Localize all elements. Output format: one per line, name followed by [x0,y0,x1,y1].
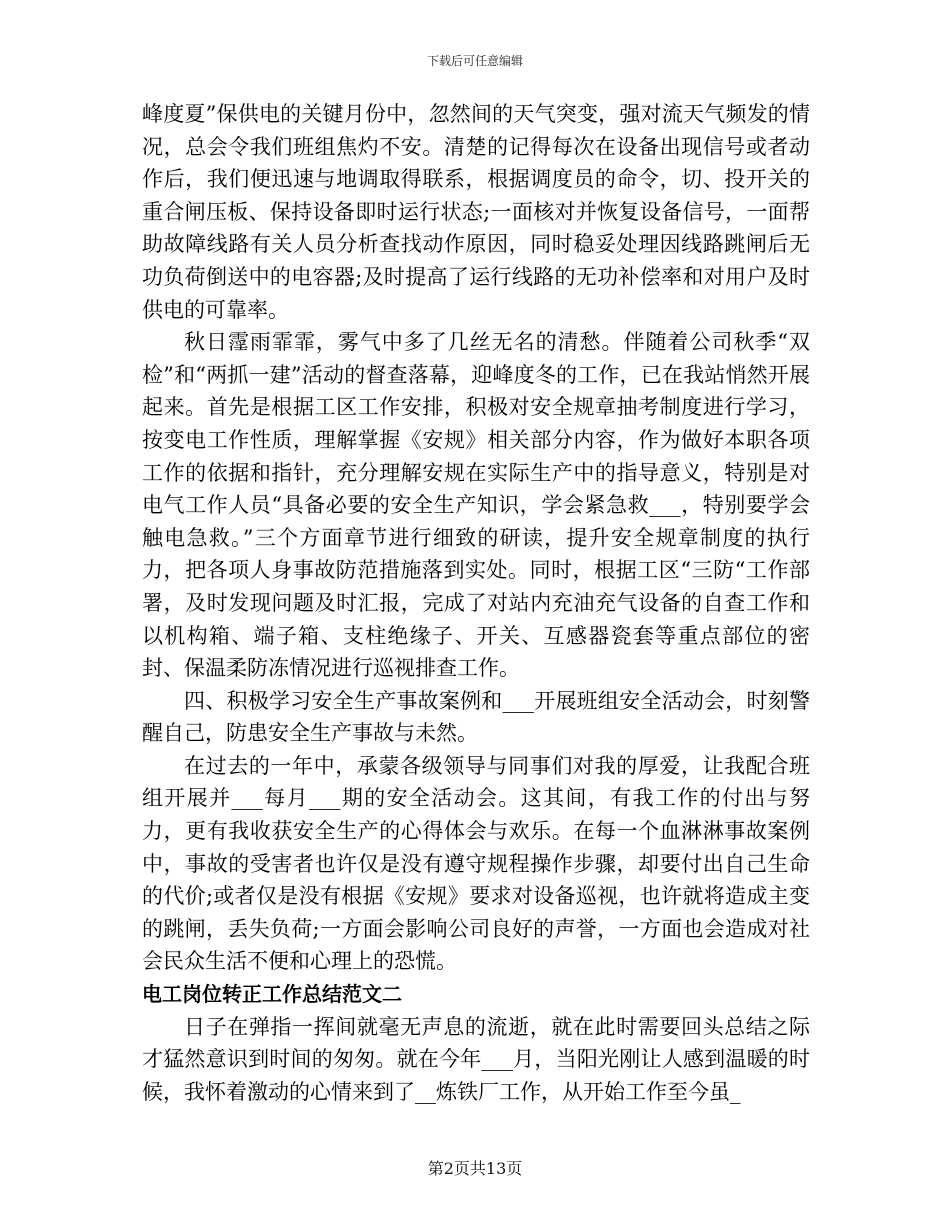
paragraph-4: 在过去的一年中，承蒙各级领导与同事们对我的厚爱，让我配合班组开展并___每月___期的安全活动会。这其间，有我工作的付出与努力，更有我收获安全生产的心得体会与欢乐。在每一个血淋淋事故案例中，事故的受害者也许仅是没有遵守规程操作步骤，却要付出自己生命的代价;或者仅是没有根据《安规》要求对设备巡视，也许就将造成主变的跳闸，丢失负荷;一方面会影响公司良好的声誉，一方面也会造成对社会民众生活不便和心理上的恐慌。 [142,753,810,974]
paragraph-1: 峰度夏”保供电的关键月份中，忽然间的天气突变，强对流天气频发的情况，总会令我们班组焦灼不安。清楚的记得每次在设备出现信号或者动作后，我们便迅速与地调取得联系，根据调度员的命令，切、投开关的重合闸压板、保持设备即时运行状态;一面核对并恢复设备信号，一面帮助故障线路有关人员分析查找动作原因，同时稳妥处理因线路跳闸后无功负荷倒送中的电容器;及时提高了运行线路的无功补偿率和对用户及时供电的可靠率。 [142,102,810,322]
paragraph-3: 四、积极学习安全生产事故案例和___开展班组安全活动会，时刻警醒自己，防患安全生产事故与未然。 [142,688,810,746]
page-header: 下载后可任意编辑 [426,54,523,68]
paragraph-5: 日子在弹指一挥间就毫无声息的流逝，就在此时需要回头总结之际才猛然意识到时间的匆匆。就在今年___月，当阳光刚让人感到温暖的时候，我怀着激动的心情来到了__炼铁厂工作，从开始工作至今虽_ [142,1014,810,1104]
document-body [142,98,810,1108]
page-footer: 第2页共13页 [427,1159,523,1178]
section-title: 电工岗位转正工作总结范文二 [142,982,402,1007]
paragraph-2: 秋日霪雨霏霏，雾气中多了几丝无名的清愁。伴随着公司秋季“双检”和“两抓一建”活动的督查落幕，迎峰度冬的工作，已在我站悄然开展起来。首先是根据工区工作安排，积极对安全规章抽考制度进行学习，按变电工作性质，理解掌握《安规》相关部分内容，作为做好本职各项工作的依据和指针，充分理解安规在实际生产中的指导意义，特别是对电气工作人员“具备必要的安全生产知识，学会紧急救___，特别要学会触电急救。”三个方面章节进行细致的研读，提升安全规章制度的执行力，把各项人身事故防范措施落到实处。同时，根据工区“三防“工作部署，及时发现问题及时汇报，完成了对站内充油充气设备的自查工作和以机构箱、端子箱、支柱绝缘子、开关、互感器瓷套等重点部位的密封、保温柔防冻情况进行巡视排查工作。 [142,330,810,681]
